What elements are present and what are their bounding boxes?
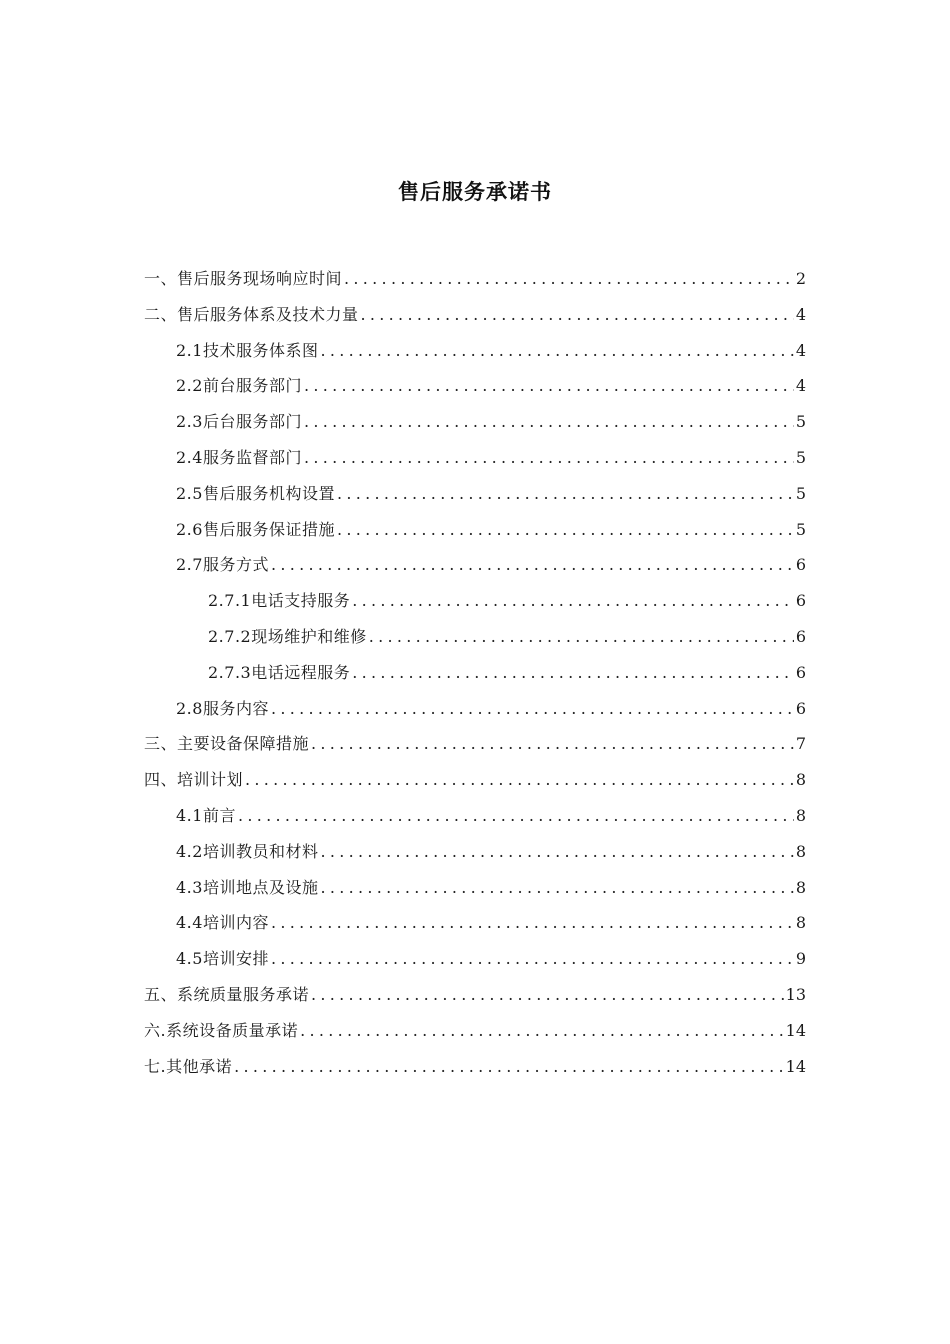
toc-entry-text: 2.8服务内容 bbox=[176, 698, 269, 718]
toc-entry[interactable] bbox=[144, 834, 806, 870]
toc-dot-leader bbox=[361, 297, 794, 333]
toc-dot-leader bbox=[311, 977, 784, 1013]
toc-entry-text: 2.6售后服务保证措施 bbox=[176, 519, 335, 539]
toc-page-number: 4 bbox=[795, 376, 806, 396]
toc-page-number: 2 bbox=[795, 269, 806, 288]
toc-page-number: 14 bbox=[785, 1020, 806, 1040]
toc-dot-leader bbox=[337, 476, 794, 512]
toc-entry-text: 二、售后服务体系及技术力量 bbox=[144, 304, 359, 324]
toc-entry-text: 五、系统质量服务承诺 bbox=[144, 984, 310, 1004]
toc-entry[interactable] bbox=[144, 476, 806, 512]
toc-page-number: 8 bbox=[795, 770, 806, 790]
toc-entry[interactable] bbox=[144, 547, 806, 583]
toc-dot-leader bbox=[352, 583, 794, 619]
toc-page-number: 4 bbox=[795, 304, 806, 324]
toc-entry[interactable] bbox=[144, 297, 806, 333]
toc-entry-text: 4.4培训内容 bbox=[176, 913, 269, 933]
toc-entry-text: 2.4服务监督部门 bbox=[176, 447, 302, 467]
toc-dot-leader bbox=[300, 1013, 784, 1049]
toc-entry[interactable] bbox=[144, 1013, 806, 1049]
toc-page-number: 14 bbox=[785, 1056, 806, 1076]
toc-dot-leader bbox=[271, 547, 794, 583]
toc-dot-leader bbox=[344, 261, 794, 297]
toc-entry-text: 2.3后台服务部门 bbox=[176, 412, 302, 432]
toc-entry[interactable] bbox=[144, 440, 806, 476]
toc-entry-text: 2.5售后服务机构设置 bbox=[176, 483, 335, 503]
toc-page-number: 9 bbox=[795, 949, 806, 969]
toc-page-number: 5 bbox=[795, 519, 806, 539]
toc-entry[interactable] bbox=[144, 512, 806, 548]
toc-dot-leader bbox=[320, 834, 793, 870]
toc-entry[interactable] bbox=[144, 261, 806, 297]
toc-page-number: 6 bbox=[795, 555, 806, 575]
toc-entry-text: 2.1技术服务体系图 bbox=[176, 340, 319, 360]
toc-entry-text: 2.7服务方式 bbox=[176, 555, 269, 575]
toc-entry[interactable] bbox=[144, 870, 806, 906]
toc-entry[interactable] bbox=[144, 583, 806, 619]
toc-dot-leader bbox=[304, 440, 794, 476]
toc-entry-text: 一、售后服务现场响应时间 bbox=[144, 269, 343, 288]
toc-dot-leader bbox=[304, 368, 794, 404]
toc-entry-text: 2.2前台服务部门 bbox=[176, 376, 302, 396]
toc-dot-leader bbox=[271, 941, 794, 977]
toc-entry-text: 四、培训计划 bbox=[144, 770, 244, 790]
toc-page-number: 8 bbox=[795, 877, 806, 897]
toc-entry-text: 六.系统设备质量承诺 bbox=[144, 1020, 299, 1040]
toc-entry-text: 三、主要设备保障措施 bbox=[144, 734, 310, 754]
toc-dot-leader bbox=[304, 404, 794, 440]
toc-dot-leader bbox=[271, 691, 794, 727]
toc-dot-leader bbox=[320, 333, 793, 369]
toc-entry[interactable] bbox=[144, 726, 806, 762]
toc-entry[interactable] bbox=[144, 798, 806, 834]
toc-entry[interactable] bbox=[144, 619, 806, 655]
toc-entry-text: 2.7.2现场维护和维修 bbox=[208, 626, 367, 646]
toc-dot-leader bbox=[234, 1049, 784, 1085]
toc-page-number: 8 bbox=[795, 805, 806, 825]
toc-entry-text: 2.7.3电话远程服务 bbox=[208, 662, 351, 682]
document-title: 售后服务承诺书 bbox=[398, 180, 552, 204]
toc-entry-text: 4.3培训地点及设施 bbox=[176, 877, 319, 897]
toc-entry[interactable] bbox=[144, 691, 806, 727]
toc-page-number: 7 bbox=[795, 734, 806, 754]
toc-dot-leader bbox=[352, 655, 794, 691]
table-of-contents bbox=[144, 261, 806, 1084]
toc-entry[interactable] bbox=[144, 1049, 806, 1085]
toc-entry[interactable] bbox=[144, 368, 806, 404]
toc-page-number: 6 bbox=[795, 662, 806, 682]
toc-entry[interactable] bbox=[144, 333, 806, 369]
toc-entry[interactable] bbox=[144, 977, 806, 1013]
toc-page-number: 6 bbox=[795, 698, 806, 718]
toc-page-number: 4 bbox=[795, 340, 806, 360]
toc-page-number: 6 bbox=[795, 591, 806, 611]
toc-entry-text: 2.7.1电话支持服务 bbox=[208, 591, 351, 611]
toc-entry[interactable] bbox=[144, 404, 806, 440]
toc-entry[interactable] bbox=[144, 655, 806, 691]
toc-entry-text: 4.1前言 bbox=[176, 805, 236, 825]
toc-entry[interactable] bbox=[144, 905, 806, 941]
toc-entry-text: 七.其他承诺 bbox=[144, 1056, 233, 1076]
toc-dot-leader bbox=[311, 726, 794, 762]
toc-page-number: 13 bbox=[785, 984, 806, 1004]
toc-dot-leader bbox=[369, 619, 794, 655]
toc-entry-text: 4.2培训教员和材料 bbox=[176, 841, 319, 861]
toc-dot-leader bbox=[337, 512, 794, 548]
toc-page-number: 8 bbox=[795, 913, 806, 933]
toc-entry-text: 4.5培训安排 bbox=[176, 949, 269, 969]
toc-dot-leader bbox=[320, 870, 793, 906]
toc-entry[interactable] bbox=[144, 941, 806, 977]
toc-page-number: 8 bbox=[795, 841, 806, 861]
toc-entry[interactable] bbox=[144, 762, 806, 798]
toc-page-number: 5 bbox=[795, 447, 806, 467]
toc-page-number: 5 bbox=[795, 483, 806, 503]
toc-page-number: 6 bbox=[795, 626, 806, 646]
toc-dot-leader bbox=[238, 798, 794, 834]
toc-dot-leader bbox=[271, 905, 794, 941]
toc-page-number: 5 bbox=[795, 412, 806, 432]
toc-dot-leader bbox=[245, 762, 794, 798]
